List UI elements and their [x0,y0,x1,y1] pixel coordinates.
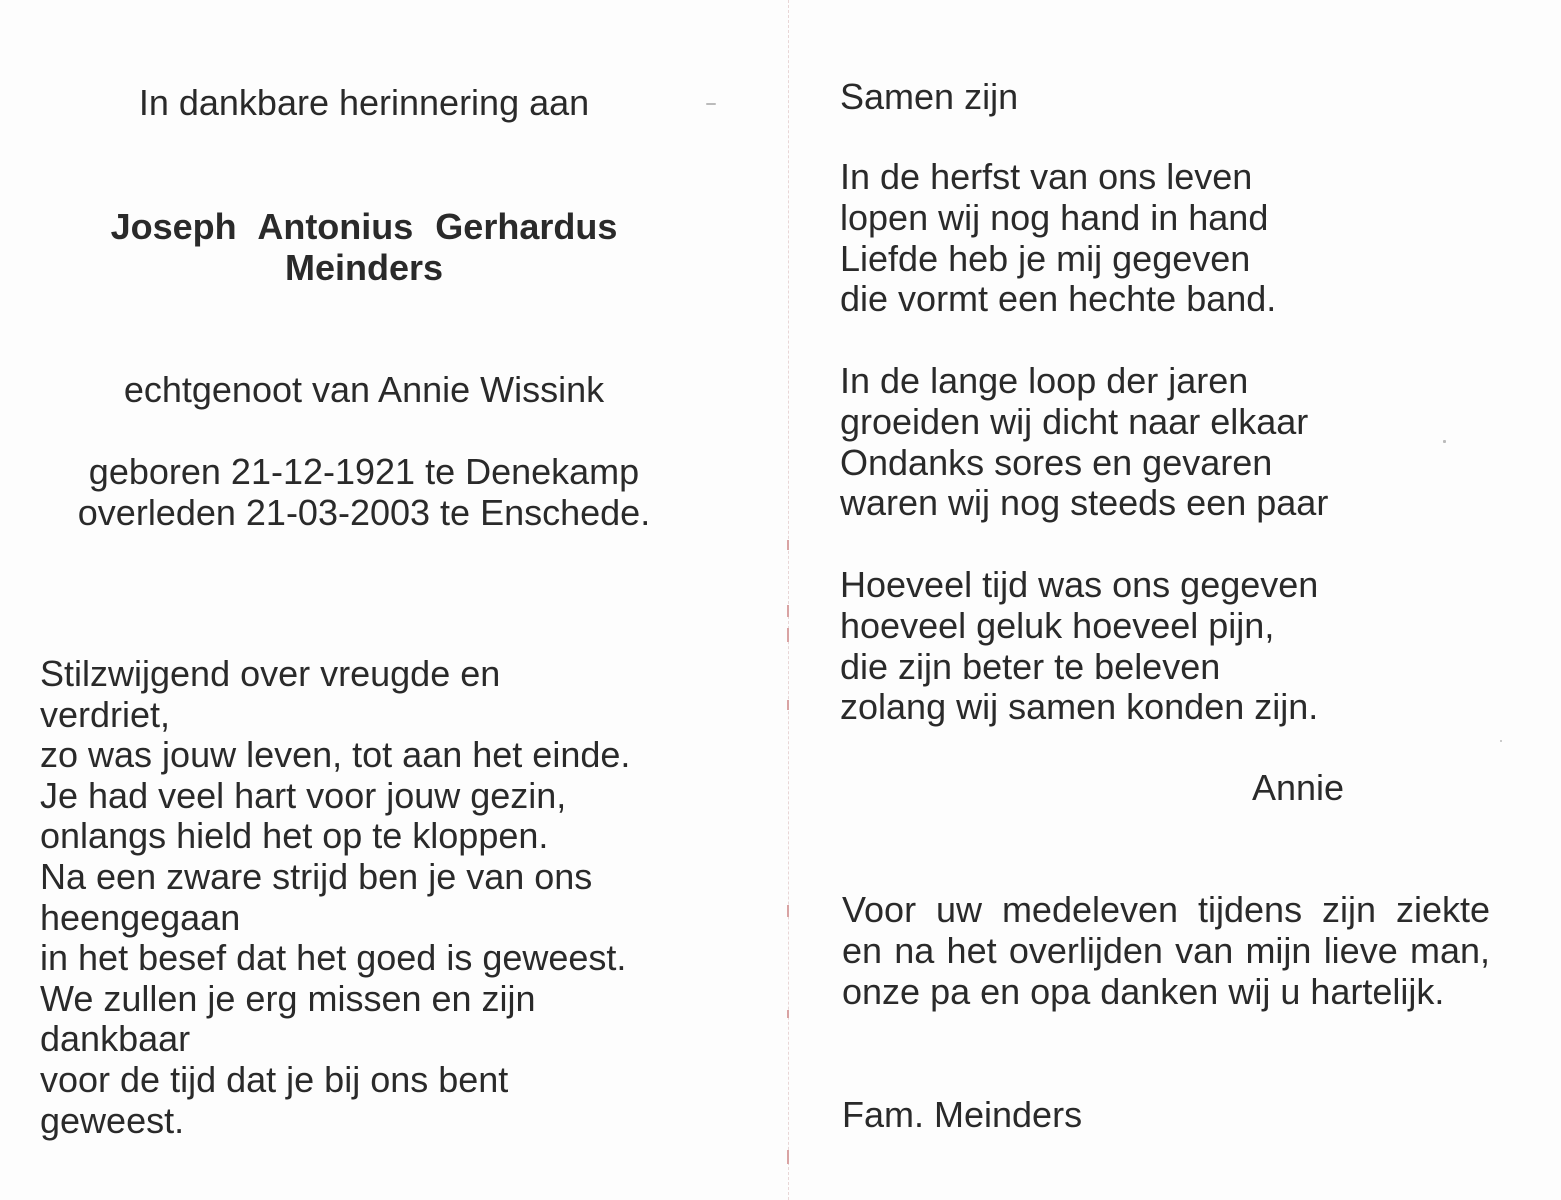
stanza-line: Ondanks sores en gevaren [840,441,1273,483]
name-first: Joseph Antonius Gerhardus [110,206,618,247]
poem-line: geweest. [40,1099,185,1141]
scan-speck [1443,440,1446,443]
poem-line: heengegaan [40,896,241,938]
stanza-1 [840,157,1276,320]
stanza-line: lopen wij nog hand in hand [840,196,1269,238]
poem-line: Stilzwijgend over vreugde en [40,653,501,694]
death-line: overleden 21-03-2003 te Enschede. [77,492,651,533]
stanza-line: zolang wij samen konden zijn. [840,686,1319,728]
thank-you-text: Voor uw medeleven tijdens zijn ziekte en na het overlijden van mijn lieve man, onze pa en opa danken wij u hartelijk. [842,889,1490,1012]
poem-title: Samen zijn [840,76,1019,117]
poem-line: We zullen je erg missen en zijn [40,977,536,1019]
poem-signature: Annie [1252,767,1345,808]
poem-line: verdriet, [40,693,171,735]
poem-line: dankbaar [40,1018,191,1060]
birth-line: geboren 21-12-1921 te Denekamp [88,451,640,492]
life-dates [0,451,728,533]
stanza-line: Liefde heb je mij gegeven [840,237,1251,279]
fold-line [788,0,789,1200]
intro-text: In dankbare herinnering aan [138,82,590,123]
poem-line: Je had veel hart voor jouw gezin, [40,774,567,816]
poem-line: zo was jouw leven, tot aan het einde. [40,734,631,776]
deceased-name [0,206,728,288]
stanza-line: In de herfst van ons leven [840,156,1253,197]
stanza-line: die zijn beter te beleven [840,645,1221,687]
poem-line: onlangs hield het op te kloppen. [40,815,549,857]
stanza-line: Hoeveel tijd was ons gegeven [840,564,1319,605]
stanza-line: In de lange loop der jaren [840,360,1249,401]
right-panel [790,0,1561,1200]
memorial-poem [40,654,720,1141]
poem-line: in het besef dat het goed is geweest. [40,937,627,979]
spouse-text: echtgenoot van Annie Wissink [123,369,605,410]
poem-line: voor de tijd dat je bij ons bent [40,1058,509,1100]
stanza-2 [840,361,1328,524]
stanza-line: hoeveel geluk hoeveel pijn, [840,604,1275,646]
scan-speck [706,103,716,105]
stanza-line: waren wij nog steeds een paar [840,482,1329,524]
stanza-line: die vormt een hechte band. [840,278,1277,320]
poem-line: Na een zware strijd ben je van ons [40,855,593,897]
name-last: Meinders [284,247,444,288]
family-signature: Fam. Meinders [842,1094,1083,1135]
scan-speck [1500,740,1502,742]
stanza-line: groeiden wij dicht naar elkaar [840,400,1309,442]
stanza-3 [840,565,1318,728]
